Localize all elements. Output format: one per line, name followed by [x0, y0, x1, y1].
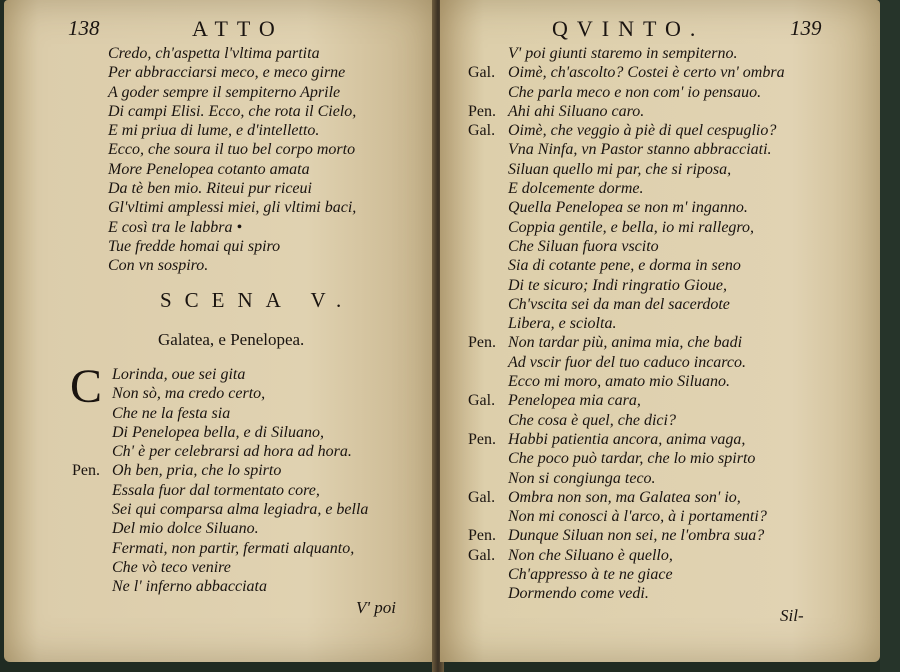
speaker-label: Pen.	[468, 334, 496, 352]
verse-line	[72, 384, 368, 403]
verse-text: Fermati, non partir, fermati alquanto,	[112, 539, 355, 557]
verse-block	[108, 44, 356, 276]
verse-line	[72, 442, 368, 461]
verse-line	[468, 372, 785, 391]
verse-text: Credo, ch'aspetta l'vltima partita	[108, 45, 320, 62]
verse-text: E così tra le labbra •	[108, 218, 243, 236]
verse-text: Ch' è per celebrarsi ad hora ad hora.	[112, 443, 352, 461]
verse-text: Oimè, ch'ascolto? Costei è certo vn' ombra	[508, 64, 785, 82]
verse-line	[468, 353, 785, 372]
verse-text: Che poco può tardar, che lo mio spirto	[508, 450, 756, 468]
page-number: 139	[790, 16, 822, 40]
verse-text: Ch'vscita sei da man del sacerdote	[508, 295, 730, 313]
verse-line	[468, 256, 785, 275]
left-page	[4, 0, 436, 662]
speaker-label: Pen.	[468, 430, 496, 448]
verse-line	[468, 198, 785, 217]
verse-text: Da tè ben mio. Riteui pur riceui	[108, 180, 312, 198]
verse-line	[72, 461, 368, 480]
running-head: ATTO	[192, 16, 284, 41]
verse-text: Di te sicuro; Indi ringratio Gioue,	[508, 276, 727, 294]
verse-line	[468, 411, 785, 430]
verse-text: Ch'appresso à te ne giace	[508, 566, 673, 584]
catchword: V' poi	[356, 598, 396, 617]
drop-cap: C	[70, 360, 103, 413]
verse-line	[108, 44, 356, 63]
page-edge	[880, 0, 900, 672]
speaker-label: Gal.	[468, 546, 496, 564]
verse-text: Oimè, che veggio à piè di quel cespuglio?	[508, 122, 777, 140]
verse-text: Oh ben, pria, che lo spirto	[112, 462, 282, 480]
verse-text: Con vn sospiro.	[108, 257, 209, 275]
catchword: Sil-	[780, 606, 804, 625]
verse-line	[108, 140, 356, 159]
verse-line	[72, 539, 368, 558]
verse-text: Ombra non son, ma Galatea son' io,	[508, 488, 741, 506]
verse-line	[72, 519, 368, 538]
verse-line	[108, 237, 356, 256]
verse-line	[468, 83, 785, 102]
verse-line	[108, 198, 356, 217]
verse-line	[108, 83, 356, 102]
verse-text: Libera, e sciolta.	[508, 315, 617, 333]
verse-line	[468, 565, 785, 584]
verse-line	[468, 333, 785, 352]
verse-line	[468, 140, 785, 159]
verse-text: E mi priua di lume, e d'intelletto.	[108, 122, 320, 140]
verse-text: Quella Penelopea se non m' inganno.	[508, 199, 748, 217]
verse-text: Che vò teco venire	[112, 558, 231, 576]
page-number: 138	[68, 16, 100, 40]
verse-text: E dolcemente dorme.	[508, 180, 644, 198]
verse-text: More Penelopea cotanto amata	[108, 160, 310, 178]
verse-line	[468, 469, 785, 488]
verse-line	[108, 218, 356, 237]
speaker-label: Gal.	[468, 392, 496, 410]
verse-block	[468, 44, 785, 604]
verse-line	[108, 256, 356, 275]
verse-text: A goder sempre il sempiterno Aprile	[108, 83, 341, 101]
verse-line	[72, 423, 368, 442]
verse-text: Essala fuor dal tormentato core,	[112, 481, 320, 499]
verse-text: Habbi patientia ancora, anima vaga,	[508, 430, 746, 448]
running-head: QVINTO.	[552, 16, 705, 41]
verse-line	[468, 237, 785, 256]
scene-characters: Galatea, e Penelopea.	[158, 330, 305, 349]
verse-text: Che cosa è quel, che dici?	[508, 411, 676, 429]
verse-block	[70, 360, 369, 597]
verse-line	[468, 160, 785, 179]
verse-line	[468, 449, 785, 468]
verse-text: Ahi ahi Siluano caro.	[508, 102, 645, 120]
verse-text: Di Penelopea bella, e di Siluano,	[112, 423, 324, 441]
verse-line	[108, 102, 356, 121]
right-page	[440, 0, 880, 662]
speaker-label: Pen.	[72, 462, 100, 480]
verse-line	[72, 500, 368, 519]
speaker-label: Pen.	[468, 102, 496, 120]
verse-line	[468, 488, 785, 507]
verse-line	[468, 179, 785, 198]
speaker-label: Pen.	[468, 527, 496, 545]
verse-line	[468, 121, 785, 140]
verse-text: Ne l' inferno abbacciata	[112, 578, 267, 596]
verse-text: Che Siluan fuora vscito	[508, 237, 659, 255]
verse-line	[108, 63, 356, 82]
verse-text: Che ne la festa sia	[112, 404, 231, 422]
verse-text: Ecco mi moro, amato mio Siluano.	[508, 373, 731, 391]
verse-text: Ad vscir fuor del tuo caduco incarco.	[508, 353, 747, 371]
verse-line	[468, 391, 785, 410]
verse-text: Del mio dolce Siluano.	[112, 520, 259, 538]
verse-text: Che parla meco e non com' io pensauo.	[508, 83, 762, 101]
speaker-label: Gal.	[468, 64, 496, 82]
verse-line	[72, 558, 368, 577]
verse-text: Non tardar più, anima mia, che badi	[508, 334, 743, 352]
verse-text: Coppia gentile, e bella, io mi rallegro,	[508, 218, 755, 236]
verse-text: Dormendo come vedi.	[508, 585, 649, 603]
verse-text: Non si congiunga teco.	[508, 469, 656, 487]
verse-text: Vna Ninfa, vn Pastor stanno abbracciati.	[508, 141, 772, 159]
verse-line	[468, 507, 785, 526]
verse-line	[468, 314, 785, 333]
verse-text: Dunque Siluan non sei, ne l'ombra sua?	[508, 527, 765, 545]
verse-line	[468, 276, 785, 295]
verse-text: Siluan quello mi par, che si riposa,	[508, 160, 732, 178]
verse-text: Non mi conosci à l'arco, à i portamenti?	[508, 508, 767, 526]
scene-title: SCENA V.	[160, 288, 355, 312]
verse-line	[468, 546, 785, 565]
verse-text: Penelopea mia cara,	[508, 392, 641, 410]
verse-text: V' poi giunti staremo in sempiterno.	[508, 45, 738, 62]
verse-line	[72, 481, 368, 500]
verse-line	[468, 218, 785, 237]
verse-line	[72, 365, 368, 384]
verse-line	[72, 404, 368, 423]
speaker-label: Gal.	[468, 488, 496, 506]
verse-text: Di campi Elisi. Ecco, che rota il Cielo,	[108, 102, 357, 120]
verse-text: Ecco, che soura il tuo bel corpo morto	[108, 141, 356, 159]
verse-text: Sia di cotante pene, e dorma in seno	[508, 257, 741, 275]
verse-line	[468, 584, 785, 603]
speaker-label: Gal.	[468, 122, 496, 140]
verse-text: Gl'vltimi amplessi miei, gli vltimi baci,	[108, 199, 357, 217]
verse-line	[72, 577, 368, 596]
verse-line	[468, 526, 785, 545]
verse-line	[468, 102, 785, 121]
verse-text: Non che Siluano è quello,	[508, 546, 673, 564]
verse-text: Sei qui comparsa alma legiadra, e bella	[112, 501, 369, 519]
verse-text: Tue fredde homai qui spiro	[108, 237, 281, 255]
verse-text: Per abbracciarsi meco, e meco girne	[108, 64, 346, 82]
verse-line	[468, 44, 785, 63]
verse-line	[108, 121, 356, 140]
verse-text: Lorinda, oue sei gita	[112, 366, 246, 383]
verse-line	[108, 179, 356, 198]
verse-line	[468, 430, 785, 449]
verse-line	[468, 295, 785, 314]
verse-text: Non sò, ma credo certo,	[112, 385, 266, 403]
verse-line	[108, 160, 356, 179]
verse-line	[468, 63, 785, 82]
